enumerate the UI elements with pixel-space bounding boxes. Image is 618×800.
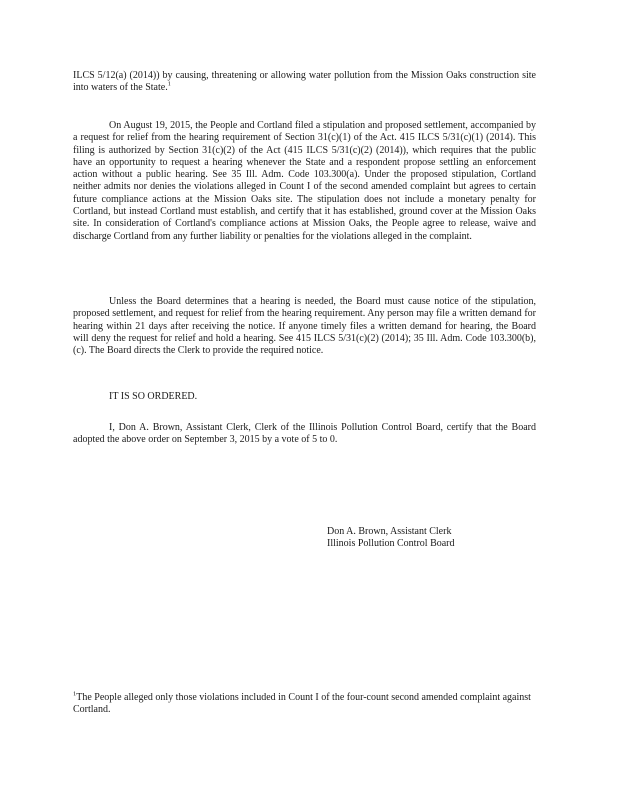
- order-statement: [73, 391, 536, 403]
- intro-text: ILCS 5/12(a) (2014)) by causing, threatening or allowing water pollution from the Mission Oaks construction site into waters of the State.: [73, 70, 536, 94]
- signer-name: Don A. Brown, Assistant Clerk: [327, 526, 452, 537]
- certification-paragraph: [73, 422, 536, 447]
- notice-text: Unless the Board determines that a hearing is needed, the Board must cause notice of the stipulation, proposed settlement, and request for relief from the hearing requirement. Any person may file a written demand for hearing within 21 days after receiving the notice. If anyone timely files a written demand for hearing, the Board will deny the request for relief and hold a hearing. See 415 ILCS 5/31(c)(2) (2014); 35 Ill. Adm. Code 103.300(b), (c). The Board directs the Clerk to provide the required notice.: [73, 296, 536, 357]
- footnote-reference: 1: [167, 80, 171, 88]
- notice-paragraph: [73, 296, 536, 357]
- signer-organization: Illinois Pollution Control Board: [327, 538, 455, 550]
- signature-block: [327, 526, 547, 551]
- footnote: [73, 682, 536, 727]
- certification-text: I, Don A. Brown, Assistant Clerk, Clerk of the Illinois Pollution Control Board, certify that the Board adopted the above order on September 3, 2015 by a vote of 5 to 0.: [73, 422, 536, 446]
- stipulation-paragraph: [73, 120, 536, 243]
- order-text: IT IS SO ORDERED.: [109, 391, 198, 402]
- stipulation-text: On August 19, 2015, the People and Cortland filed a stipulation and proposed settlement, accompanied by a request for relief from the hearing requirement of Section 31(c)(1) of the Act. 415 ILCS 5/31(c)(1) (2014). This filing is authorized by Section 31(c)(2) of the Act (415 ILCS 5/31(c)(2) (2014)), which requires that the public have an opportunity to request a hearing whenever the State and a respondent propose settling an enforcement action without a public hearing. See 35 Ill. Adm. Code 103.300(a). Under the proposed stipulation, Cortland neither admits nor denies the violations alleged in Count I of the second amended complaint but agrees to certain future compliance actions at the Mission Oaks site. The stipulation does not include a monetary penalty for Cortland, but instead Cortland must establish, and certify that it has established, ground cover at the Mission Oaks site. In consideration of Cortland's compliance actions at Mission Oaks, the People agree to release, waive and discharge Cortland from any further liability or penalties for the violations alleged in the complaint.: [73, 120, 536, 242]
- footnote-text: The People alleged only those violations included in Count I of the four-count second amended complaint against Cortland.: [73, 692, 531, 716]
- intro-paragraph: [73, 70, 536, 95]
- footnote-mark: 1: [73, 690, 77, 698]
